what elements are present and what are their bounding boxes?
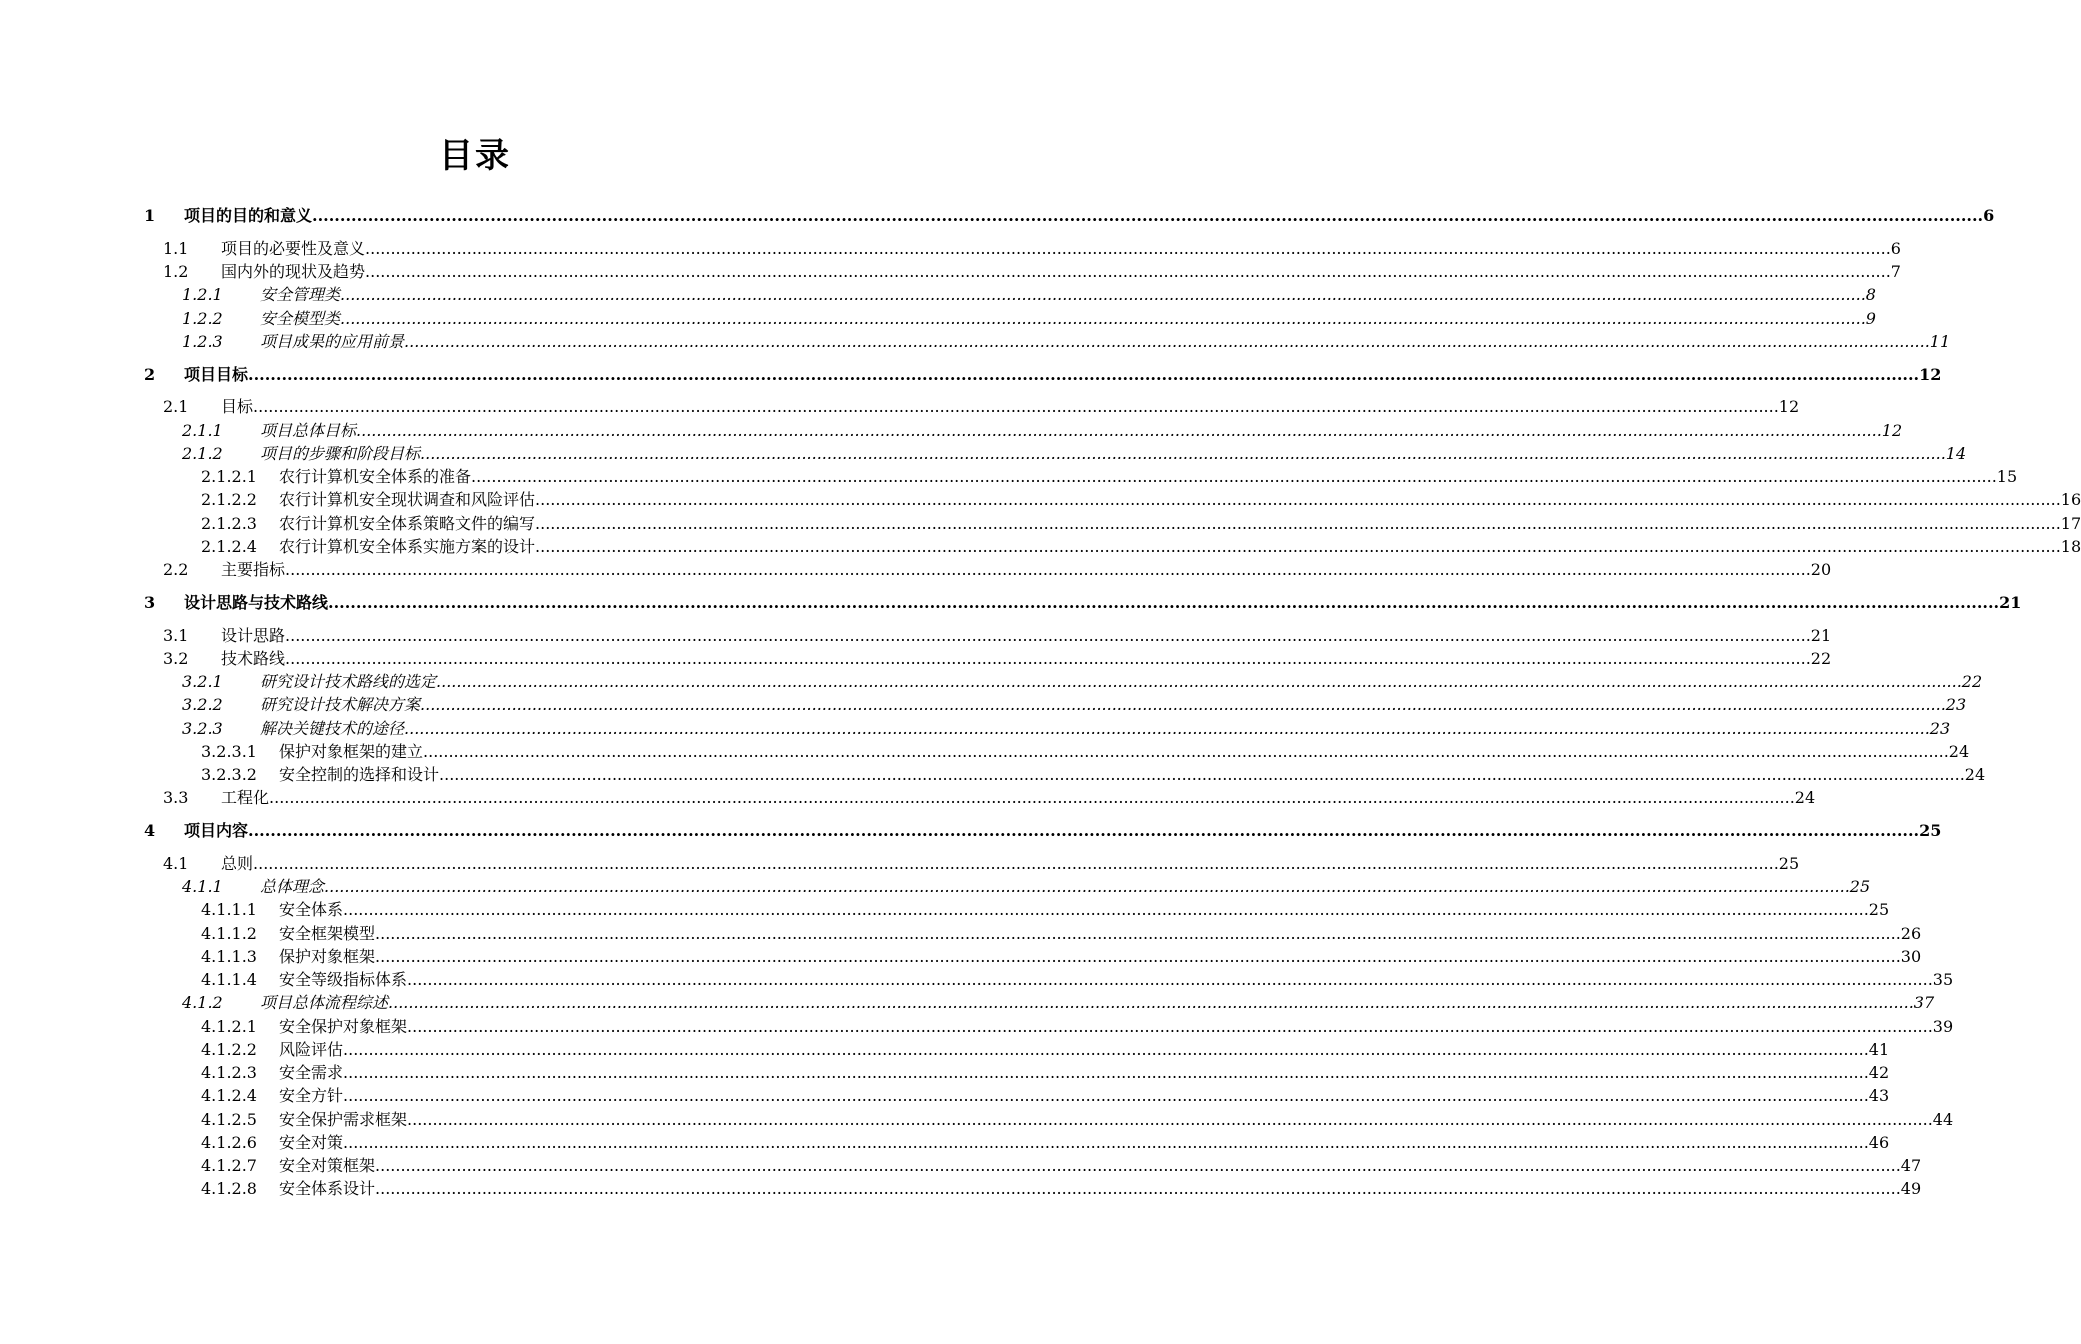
toc-entry[interactable] [0, 1132, 1890, 1154]
toc-dot-leader: ............................................................................................................................................................................................................................................................................................................ [253, 397, 1779, 417]
toc-entry[interactable] [0, 648, 1832, 670]
toc-entry-number: 4.1.1.2 [201, 923, 257, 943]
toc-entry-title: 风险评估 [279, 1039, 344, 1059]
toc-entry-number: 1.2.1 [182, 285, 223, 305]
toc-entry-number: 2.1.1 [182, 420, 223, 440]
toc-entry-number: 1.2 [163, 262, 189, 281]
toc-entry-page: 26 [1900, 923, 1922, 943]
toc-entry-number: 3 [144, 592, 156, 612]
toc-entry-number: 2.1.2.1 [201, 467, 257, 486]
toc-entry[interactable] [0, 1062, 1890, 1084]
toc-entry-number: 2.1.2.4 [201, 536, 257, 556]
toc-entry-title: 农行计算机安全体系的准备 [279, 467, 472, 486]
toc-dot-leader: ............................................................................................................................................................................................................................................................................................................ [248, 364, 1920, 384]
toc-entry-title: 解决关键技术的途径 [260, 718, 405, 738]
toc-dot-leader: ............................................................................................................................................................................................................................................................................................................ [312, 206, 1984, 225]
toc-entry[interactable] [0, 331, 1951, 353]
toc-dot-leader: ............................................................................................................................................................................................................................................................................................................ [343, 900, 1869, 920]
toc-entry-page: 25 [1868, 900, 1890, 920]
toc-entry-title: 保护对象框架的建立 [279, 741, 424, 761]
toc-entry[interactable] [0, 466, 2018, 488]
toc-entry-title: 安全控制的选择和设计 [279, 765, 440, 784]
toc-dot-leader: ............................................................................................................................................................................................................................................................................................................ [436, 672, 1962, 691]
toc-entry-title: 安全体系设计 [279, 1179, 376, 1199]
toc-dot-leader: ............................................................................................................................................................................................................................................................................................................ [356, 420, 1882, 440]
toc-entry-page: 9 [1865, 308, 1876, 328]
toc-entry-page: 25 [1919, 821, 1942, 840]
toc-entry-title: 安全保护需求框架 [279, 1109, 408, 1129]
toc-entry-number: 4.1.2.1 [201, 1016, 257, 1036]
toc-dot-leader: ............................................................................................................................................................................................................................................................................................................ [285, 625, 1811, 645]
toc-dot-leader: ............................................................................................................................................................................................................................................................................................................ [248, 821, 1920, 840]
toc-entry-title: 项目内容 [184, 821, 249, 840]
toc-entry-title: 农行计算机安全现状调查和风险评估 [279, 490, 536, 510]
toc-dot-leader: ............................................................................................................................................................................................................................................................................................................ [423, 741, 1949, 761]
toc-entry-number: 4.1.2.3 [201, 1063, 257, 1082]
toc-entry-page: 24 [1794, 788, 1816, 808]
toc-dot-leader: ............................................................................................................................................................................................................................................................................................................ [343, 1132, 1869, 1152]
toc-entry-number: 3.3 [163, 788, 189, 808]
toc-entry-title: 安全方针 [279, 1086, 344, 1106]
toc-entry-title: 安全框架模型 [279, 923, 376, 943]
toc-entry-title: 技术路线 [221, 648, 286, 668]
toc-entry-page: 49 [1900, 1179, 1922, 1199]
toc-entry-page: 37 [1913, 993, 1935, 1013]
toc-entry-page: 18 [2060, 536, 2081, 556]
toc-entry[interactable] [0, 1085, 1890, 1107]
toc-entry[interactable] [0, 625, 1832, 647]
toc-entry-title: 项目总体流程综述 [260, 993, 389, 1013]
toc-dot-leader: ............................................................................................................................................................................................................................................................................................................ [365, 238, 1891, 258]
toc-entry-page: 23 [1929, 718, 1951, 738]
toc-dot-leader: ............................................................................................................................................................................................................................................................................................................ [535, 536, 2061, 556]
toc-entry-number: 3.2 [163, 648, 189, 668]
toc-entry-number: 4.1.2.2 [201, 1039, 257, 1059]
toc-entry-page: 8 [1865, 285, 1876, 305]
toc-entry-title: 安全保护对象框架 [279, 1016, 408, 1036]
toc-entry-title: 研究设计技术解决方案 [260, 695, 421, 715]
toc-entry-title: 研究设计技术路线的选定 [260, 672, 437, 691]
toc-entry[interactable] [0, 489, 2081, 511]
toc-dot-leader: ............................................................................................................................................................................................................................................................................................................ [404, 331, 1930, 351]
toc-dot-leader: ............................................................................................................................................................................................................................................................................................................ [439, 765, 1965, 784]
toc-entry[interactable] [0, 741, 1970, 763]
toc-entry-page: 6 [1983, 206, 1995, 225]
toc-dot-leader: ............................................................................................................................................................................................................................................................................................................ [375, 1156, 1901, 1175]
toc-entry-title: 项目的目的和意义 [184, 206, 313, 225]
toc-entry-title: 项目的必要性及意义 [221, 238, 366, 258]
toc-entry[interactable] [0, 671, 1983, 693]
toc-dot-leader: ............................................................................................................................................................................................................................................................................................................ [343, 1086, 1869, 1106]
toc-entry[interactable] [0, 1155, 1922, 1177]
toc-dot-leader: ............................................................................................................................................................................................................................................................................................................ [407, 970, 1933, 989]
toc-entry-number: 4.1.1.4 [201, 970, 257, 989]
toc-entry-title: 工程化 [221, 788, 270, 808]
toc-entry[interactable] [0, 718, 1951, 740]
toc-entry-number: 3.2.3.1 [201, 741, 257, 761]
toc-entry-number: 1.2.3 [182, 331, 223, 351]
toc-entry-title: 总则 [221, 853, 254, 873]
toc-entry-page: 44 [1932, 1109, 1954, 1129]
toc-entry-number: 4.1.2.8 [201, 1179, 257, 1199]
toc-entry[interactable] [0, 559, 1832, 581]
toc-entry[interactable] [0, 1178, 1922, 1200]
toc-entry-title: 设计思路与技术路线 [184, 592, 329, 612]
toc-entry-page: 14 [1945, 443, 1967, 463]
toc-entry-page: 30 [1900, 946, 1922, 966]
toc-entry-title: 安全体系 [279, 900, 344, 920]
toc-entry-page: 11 [1929, 331, 1951, 351]
toc-dot-leader: ............................................................................................................................................................................................................................................................................................................ [365, 262, 1891, 281]
toc-dot-leader: ............................................................................................................................................................................................................................................................................................................ [420, 695, 1946, 715]
toc-entry[interactable] [0, 420, 1903, 442]
toc-entry-number: 4.1.1 [182, 877, 223, 896]
toc-entry-page: 20 [1810, 560, 1832, 579]
toc-entry[interactable] [0, 764, 1986, 786]
toc-dot-leader: ............................................................................................................................................................................................................................................................................................................ [420, 443, 1946, 463]
toc-entry[interactable] [0, 1039, 1890, 1061]
toc-entry-title: 项目的步骤和阶段目标 [260, 443, 421, 463]
toc-entry-number: 4.1.2.4 [201, 1086, 257, 1106]
toc-entry[interactable] [0, 853, 1800, 875]
toc-entry-title: 国内外的现状及趋势 [221, 262, 366, 281]
toc-entry-number: 1.2.2 [182, 308, 223, 328]
toc-entry-page: 42 [1868, 1063, 1890, 1082]
toc-entry-title: 目标 [221, 397, 254, 417]
toc-entry-title: 项目目标 [184, 364, 249, 384]
toc-entry[interactable] [0, 1016, 1954, 1038]
toc-entry-page: 17 [2060, 513, 2081, 533]
toc-entry-number: 2.1 [163, 397, 189, 417]
toc-entry-title: 保护对象框架 [279, 946, 376, 966]
toc-entry[interactable] [0, 992, 1935, 1014]
toc-dot-leader: ............................................................................................................................................................................................................................................................................................................ [340, 285, 1866, 305]
toc-entry-title: 安全模型类 [260, 308, 341, 328]
toc-dot-leader: ............................................................................................................................................................................................................................................................................................................ [324, 877, 1850, 896]
toc-entry-number: 3.2.3.2 [201, 765, 257, 784]
toc-entry-number: 4.1.2.6 [201, 1132, 257, 1152]
toc-entry-page: 15 [1996, 467, 2018, 486]
toc-entry[interactable] [0, 876, 1871, 898]
toc-entry-page: 12 [1919, 364, 1942, 384]
toc-entry-number: 4.1 [163, 853, 189, 873]
toc-entry-number: 3.2.2 [182, 695, 223, 715]
toc-entry-page: 6 [1890, 238, 1901, 258]
toc-entry-page: 47 [1900, 1156, 1922, 1175]
toc-entry[interactable] [0, 592, 2022, 614]
toc-entry-title: 主要指标 [221, 560, 286, 579]
toc-entry[interactable] [0, 1109, 1954, 1131]
toc-entry[interactable] [0, 536, 2081, 558]
toc-entry[interactable] [0, 694, 1967, 716]
toc-entry-page: 23 [1945, 695, 1967, 715]
toc-entry[interactable] [0, 923, 1922, 945]
toc-entry-number: 4.1.2 [182, 993, 223, 1013]
toc-entry-page: 39 [1932, 1016, 1954, 1036]
toc-entry-title: 安全等级指标体系 [279, 970, 408, 989]
toc-dot-leader: ............................................................................................................................................................................................................................................................................................................ [340, 308, 1866, 328]
toc-entry-title: 安全对策 [279, 1132, 344, 1152]
toc-entry[interactable] [0, 787, 1816, 809]
toc-entry-number: 4.1.2.7 [201, 1156, 257, 1175]
toc-dot-leader: ............................................................................................................................................................................................................................................................................................................ [535, 490, 2061, 510]
toc-dot-leader: ............................................................................................................................................................................................................................................................................................................ [253, 853, 1779, 873]
toc-dot-leader: ............................................................................................................................................................................................................................................................................................................ [328, 592, 2000, 612]
toc-entry-page: 41 [1868, 1039, 1890, 1059]
toc-dot-leader: ............................................................................................................................................................................................................................................................................................................ [375, 923, 1901, 943]
toc-entry-page: 35 [1932, 970, 1954, 989]
toc-entry-number: 4.1.1.1 [201, 900, 257, 920]
toc-entry-page: 7 [1890, 262, 1901, 281]
toc-entry[interactable] [0, 443, 1967, 465]
toc-entry-number: 1 [144, 206, 156, 225]
toc-dot-leader: ............................................................................................................................................................................................................................................................................................................ [535, 513, 2061, 533]
toc-entry[interactable] [0, 284, 1876, 306]
toc-entry-number: 2.1.2 [182, 443, 223, 463]
toc-dot-leader: ............................................................................................................................................................................................................................................................................................................ [407, 1016, 1933, 1036]
toc-entry-page: 12 [1881, 420, 1903, 440]
toc-entry-number: 1.1 [163, 238, 189, 258]
toc-entry-number: 4 [144, 821, 156, 840]
toc-entry-number: 2 [144, 364, 156, 384]
toc-entry-title: 设计思路 [221, 625, 286, 645]
toc-entry-title: 农行计算机安全体系策略文件的编写 [279, 513, 536, 533]
toc-entry[interactable] [0, 261, 1901, 283]
toc-dot-leader: ............................................................................................................................................................................................................................................................................................................ [285, 560, 1811, 579]
toc-entry[interactable] [0, 364, 1942, 386]
toc-dot-leader: ............................................................................................................................................................................................................................................................................................................ [388, 993, 1914, 1013]
toc-entry[interactable] [0, 899, 1890, 921]
toc-entry-page: 22 [1810, 648, 1832, 668]
page-title: 目录 [439, 136, 511, 176]
toc-entry[interactable] [0, 513, 2081, 535]
toc-entry-page: 25 [1778, 853, 1800, 873]
toc-dot-leader: ............................................................................................................................................................................................................................................................................................................ [269, 788, 1795, 808]
toc-entry-page: 21 [1999, 592, 2022, 612]
toc-entry-title: 项目成果的应用前景 [260, 331, 405, 351]
toc-entry-page: 46 [1868, 1132, 1890, 1152]
toc-dot-leader: ............................................................................................................................................................................................................................................................................................................ [343, 1039, 1869, 1059]
toc-entry[interactable] [0, 205, 1995, 227]
toc-entry-page: 16 [2060, 490, 2081, 510]
toc-entry[interactable] [0, 820, 1942, 842]
toc-entry[interactable] [0, 238, 1901, 260]
toc-entry-title: 农行计算机安全体系实施方案的设计 [279, 536, 536, 556]
toc-entry[interactable] [0, 946, 1922, 968]
toc-entry-number: 3.1 [163, 625, 189, 645]
toc-entry-number: 4.1.2.5 [201, 1109, 257, 1129]
toc-entry-title: 项目总体目标 [260, 420, 357, 440]
toc-entry-number: 2.1.2.3 [201, 513, 257, 533]
toc-entry-title: 安全需求 [279, 1063, 344, 1082]
toc-dot-leader: ............................................................................................................................................................................................................................................................................................................ [471, 467, 1997, 486]
toc-dot-leader: ............................................................................................................................................................................................................................................................................................................ [343, 1063, 1869, 1082]
toc-entry-title: 安全管理类 [260, 285, 341, 305]
toc-entry-title: 安全对策框架 [279, 1156, 376, 1175]
toc-entry[interactable] [0, 969, 1954, 991]
toc-entry[interactable] [0, 396, 1800, 418]
toc-entry-number: 3.2.3 [182, 718, 223, 738]
toc-entry-page: 22 [1961, 672, 1983, 691]
toc-entry-page: 12 [1778, 397, 1800, 417]
toc-dot-leader: ............................................................................................................................................................................................................................................................................................................ [375, 946, 1901, 966]
toc-entry-page: 24 [1948, 741, 1970, 761]
toc-entry-page: 43 [1868, 1086, 1890, 1106]
toc-entry-number: 2.1.2.2 [201, 490, 257, 510]
toc-dot-leader: ............................................................................................................................................................................................................................................................................................................ [404, 718, 1930, 738]
toc-dot-leader: ............................................................................................................................................................................................................................................................................................................ [285, 648, 1811, 668]
toc-entry-title: 总体理念 [260, 877, 325, 896]
toc-entry-page: 21 [1810, 625, 1832, 645]
toc-entry-page: 24 [1964, 765, 1986, 784]
toc-entry-page: 25 [1849, 877, 1871, 896]
toc-dot-leader: ............................................................................................................................................................................................................................................................................................................ [375, 1179, 1901, 1199]
toc-entry-number: 4.1.1.3 [201, 946, 257, 966]
toc-entry-number: 3.2.1 [182, 672, 223, 691]
toc-entry-number: 2.2 [163, 560, 189, 579]
toc-dot-leader: ............................................................................................................................................................................................................................................................................................................ [407, 1109, 1933, 1129]
toc-entry[interactable] [0, 308, 1876, 330]
